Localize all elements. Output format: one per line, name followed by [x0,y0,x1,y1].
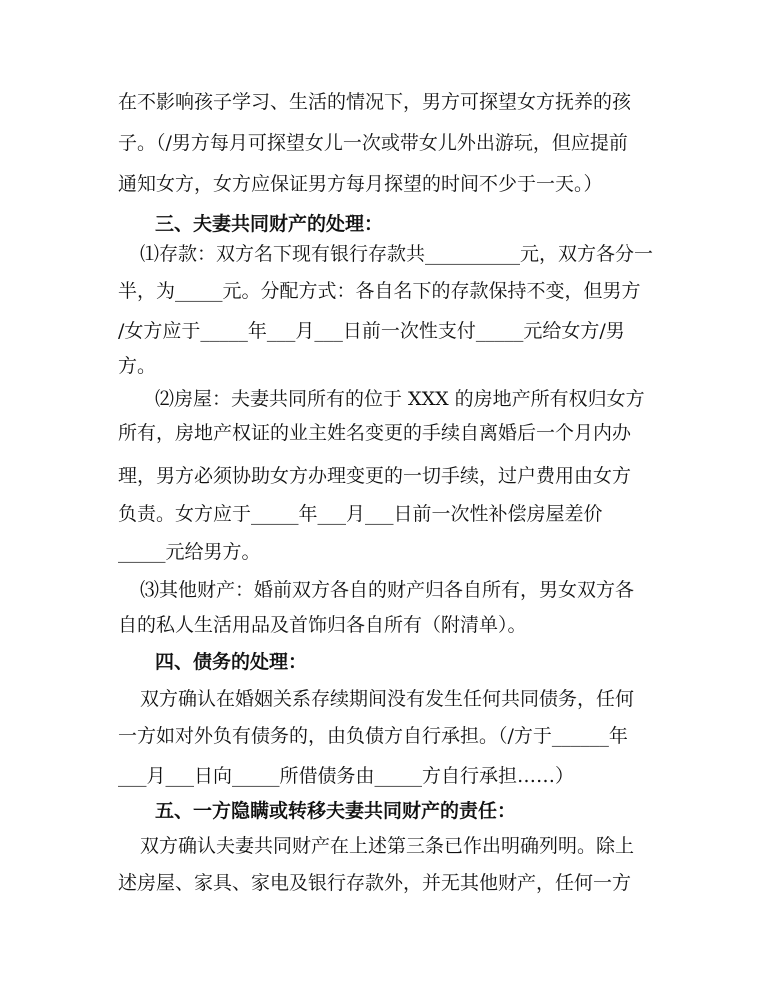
paragraph-line: 通知女方，女方应保证男方每月探望的时间不少于一天。） [118,173,603,195]
section-heading-4: 四、债务的处理： [155,651,308,673]
paragraph-line: 子。（/男方每月可探望女儿一次或带女儿外出游玩，但应提前 [118,132,628,154]
paragraph-line: 在不影响孩子学习、生活的情况下，男方可探望女方抚养的孩 [118,91,632,113]
paragraph-line: 方。 [118,355,157,377]
section-heading-5: 五、一方隐瞒或转移夫妻共同财产的责任： [155,800,517,822]
paragraph-line: /女方应于_____年___月___日前一次性支付_____元给女方/男 [118,320,625,342]
paragraph-line: 半，为_____元。分配方式：各自名下的存款保持不变，但男方 [118,280,641,302]
paragraph-line: 理，男方必须协助女方办理变更的一切手续，过户费用由女方 [118,465,632,487]
paragraph-line: ___月___日向_____所借债务由_____方自行承担……） [118,765,575,787]
paragraph-line: 双方确认在婚姻关系存续期间没有发生任何共同债务，任何 [140,688,635,710]
paragraph-line: 述房屋、家具、家电及银行存款外，并无其他财产，任何一方 [118,872,632,894]
paragraph-line: ⑵房屋：夫妻共同所有的位于 XXX 的房地产所有权归女方 [155,388,645,410]
paragraph-line: ⑶其他财产：婚前双方各自的财产归各自所有，男女双方各 [140,579,635,601]
paragraph-line: ⑴存款：双方名下现有银行存款共__________元，双方各分一 [140,243,654,265]
paragraph-line: 双方确认夫妻共同财产在上述第三条已作出明确列明。除上 [140,835,635,857]
paragraph-line: 所有，房地产权证的业主姓名变更的手续自离婚后一个月内办 [118,422,632,444]
section-heading-3: 三、夫妻共同财产的处理： [155,213,384,235]
paragraph-line: _____元给男方。 [118,541,261,563]
paragraph-line: 负责。女方应于_____年___月___日前一次性补偿房屋差价 [118,503,603,525]
paragraph-line: 一方如对外负有债务的，由负债方自行承担。（/方于______年 [118,725,628,747]
paragraph-line: 自的私人生活用品及首饰归各自所有（附清单）。 [118,614,527,636]
